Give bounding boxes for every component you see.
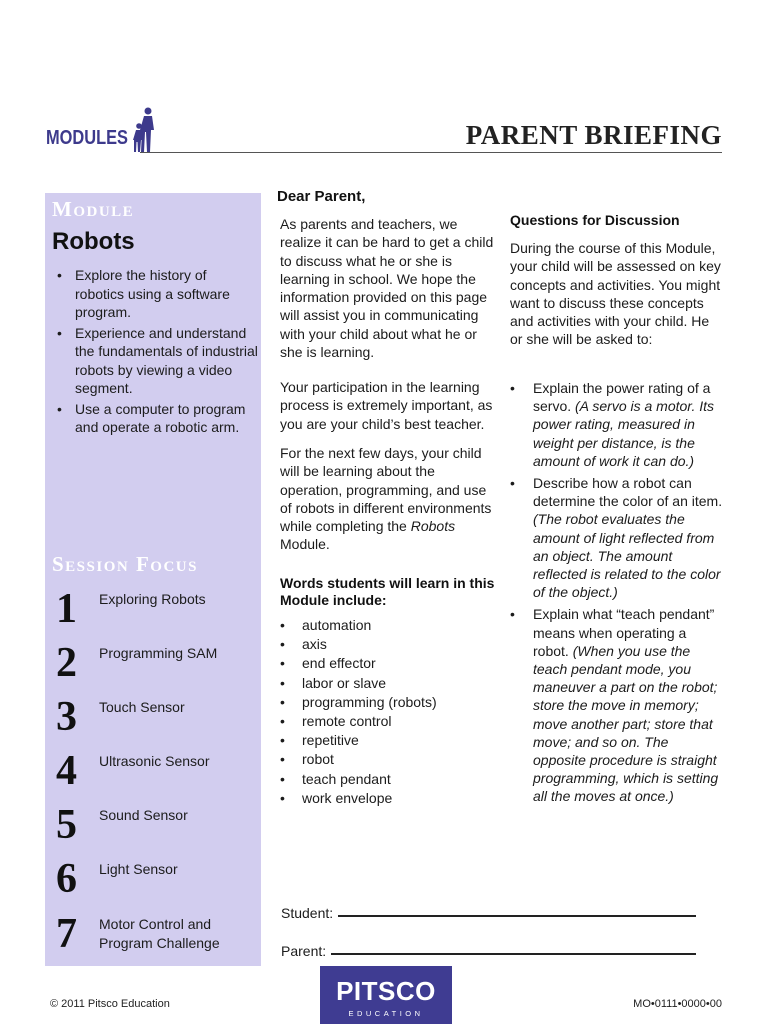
session-number: 5: [56, 802, 77, 848]
questions-intro: During the course of this Module, your child will be assessed on key concepts and activities. You might want to discuss these concepts and activities with your child. He or she will be asked to:: [510, 240, 721, 348]
session-label: Light Sensor: [99, 861, 178, 877]
session-item-1: [52, 586, 257, 644]
question-item: [510, 379, 725, 470]
session-label: Ultrasonic Sensor: [99, 753, 210, 769]
questions-heading: Questions for Discussion: [510, 212, 680, 228]
paragraph-text: For the next few days, your child will be learning about the operation, programming, and use of robots in different environments while completing the: [280, 445, 492, 535]
session-focus-heading: Session Focus: [52, 552, 198, 576]
vocabulary-heading: Words students will learn in this Module include:: [280, 575, 495, 608]
module-objectives-list: [52, 266, 258, 439]
vocabulary-item: • programming (robots): [280, 693, 437, 712]
student-signature-label: Student:: [281, 905, 334, 921]
question-note: (The robot evaluates the amount of light reflected from an object. The amount reflected is related to the color of the object.): [533, 511, 721, 601]
parent-signature-label: Parent:: [281, 943, 327, 959]
copyright-text: © 2011 Pitsco Education: [50, 998, 170, 1010]
session-number: 4: [56, 748, 77, 794]
vocabulary-item: • labor or slave: [280, 674, 437, 693]
session-label: Sound Sensor: [99, 807, 188, 823]
intro-paragraph: As parents and teachers, we realize it can be hard to get a child to discuss what he or she is learning in school. We hope the information provided on this page will assist you in communicating with your child about what he or she is learning.: [280, 216, 494, 361]
question-text: Describe how a robot can determine the color of an item.: [533, 475, 723, 510]
module-heading: Module: [52, 197, 135, 221]
question-text: Explain the power rating of a servo.: [533, 380, 711, 415]
question-item: [510, 474, 725, 601]
vocabulary-item: • axis: [280, 635, 437, 654]
session-number: 6: [56, 856, 77, 902]
session-number: 3: [56, 694, 77, 740]
paragraph-text: Module.: [280, 536, 330, 553]
parent-signature-line[interactable]: [331, 953, 696, 955]
vocabulary-list: [280, 616, 437, 808]
vocabulary-item: • teach pendant: [280, 770, 437, 789]
header-divider: [140, 152, 722, 153]
session-label: Exploring Robots: [99, 591, 206, 607]
question-note: (A servo is a motor. Its power rating, measured in weight per distance, is the amount of work it can do.): [533, 398, 715, 469]
vocabulary-item: • remote control: [280, 712, 437, 731]
session-label: Programming SAM: [99, 645, 218, 661]
session-item-4: [52, 748, 257, 806]
session-number: 1: [56, 586, 77, 632]
vocabulary-item: • robot: [280, 750, 437, 769]
pitsco-logo-subtitle: EDUCATION: [348, 1009, 424, 1018]
session-label: Touch Sensor: [99, 699, 185, 715]
page-title: PARENT BRIEFING: [465, 120, 722, 150]
objective-item: • Use a computer to program and operate a robotic arm.: [52, 400, 258, 437]
document-code: MO•0111•0000•00: [633, 998, 722, 1010]
pitsco-logo-name: PITSCO: [336, 976, 436, 1006]
next-days-paragraph: [280, 444, 498, 554]
question-item: [510, 605, 725, 805]
session-item-6: [52, 856, 257, 914]
vocabulary-item: • automation: [280, 616, 437, 635]
salutation: Dear Parent,: [277, 188, 366, 205]
modules-logo-figures-icon: [128, 106, 160, 154]
objective-item: • Explore the history of robotics using a software program.: [52, 266, 258, 322]
session-number: 2: [56, 640, 77, 686]
session-item-5: [52, 802, 257, 860]
question-text: Explain what “teach pendant” means when operating a robot.: [533, 606, 715, 659]
module-title-italic: Robots: [410, 518, 456, 535]
vocabulary-item: • work envelope: [280, 789, 437, 808]
objective-item: • Experience and understand the fundamentals of industrial robots by viewing a video segment.: [52, 324, 258, 398]
session-item-7: [52, 911, 262, 969]
modules-logo-text: MODULES: [46, 127, 128, 149]
session-item-2: [52, 640, 257, 698]
student-signature-line[interactable]: [338, 915, 696, 917]
module-name: Robots: [52, 228, 135, 255]
discussion-questions-list: [510, 379, 725, 810]
vocabulary-item: • end effector: [280, 654, 437, 673]
vocabulary-item: • repetitive: [280, 731, 437, 750]
question-note: (When you use the teach pendant mode, you maneuver a part on the robot; store the move in memory; move another part; store that move; and so on. The opposite procedure is straight programming, which is setting all the moves at once.): [533, 642, 719, 805]
session-number: 7: [56, 911, 77, 957]
session-item-3: [52, 694, 257, 752]
participation-paragraph: Your participation in the learning process is extremely important, as you are your child’s best teacher.: [280, 379, 493, 432]
session-label: Motor Control and Program Challenge: [99, 916, 220, 951]
